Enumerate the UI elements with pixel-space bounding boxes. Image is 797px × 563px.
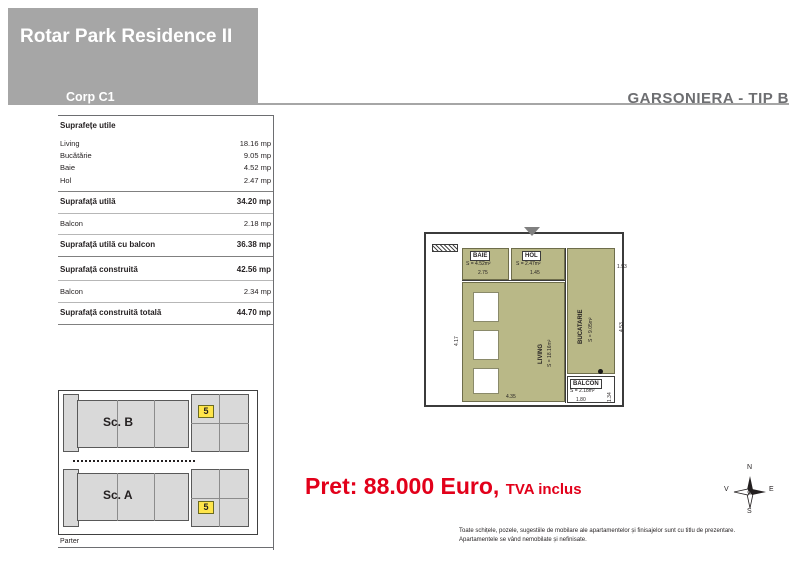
- total-value: 42.56 mp: [236, 264, 271, 274]
- room-area-living: S = 18.16m²: [547, 339, 553, 367]
- areas-section-title: Suprafețe utile: [60, 121, 116, 130]
- room-dim-living: 4.35: [506, 394, 516, 400]
- total-value: 2.18 mp: [243, 219, 271, 228]
- total-label: Suprafață construită totală: [60, 308, 162, 318]
- areas-divider: [58, 280, 273, 281]
- building-corp-label: Corp C1: [66, 90, 115, 104]
- plan-grid-line: [154, 400, 155, 448]
- total-label: Balcon: [60, 286, 83, 296]
- building-expansion-joint: [73, 460, 195, 462]
- stair-a-block: [77, 473, 189, 521]
- dim-left-living: 4.17: [454, 336, 460, 346]
- room-dim-hol: 1.45: [530, 270, 540, 276]
- building-key-plan: [58, 390, 273, 550]
- plan-grid-line: [154, 473, 155, 521]
- table-row: [58, 162, 273, 174]
- dim-balcon-depth: 1.34: [607, 392, 613, 402]
- apartment-floor-plan: [424, 232, 639, 414]
- plan-grid-line: [219, 394, 220, 452]
- areas-divider: [58, 256, 273, 257]
- total-value: 2.34 mp: [243, 286, 271, 296]
- table-row: [58, 196, 273, 209]
- plan-grid-line: [191, 423, 249, 424]
- table-row: [58, 307, 273, 320]
- table-row: [58, 174, 273, 186]
- disclaimer-line-1: Toate schițele, pozele, sugestiile de mobilare ale apartamentelor și finisajelor sunt cu titlu de prezentare.: [459, 528, 736, 534]
- plan-outer-walls: [424, 232, 627, 407]
- total-value: 36.38 mp: [236, 240, 271, 250]
- total-label: Suprafață utilă cu balcon: [60, 240, 156, 250]
- total-value: 44.70 mp: [236, 308, 271, 318]
- room-value: 18.16 mp: [239, 138, 271, 148]
- compass-north-label: N: [747, 464, 753, 471]
- furniture-block: [473, 368, 499, 394]
- apartment-type-label: GARSONIERA - TIP B: [627, 90, 789, 107]
- room-area-baie: S = 4.52m²: [466, 261, 491, 267]
- room-area-hol: S = 2.47m²: [516, 261, 541, 267]
- total-label: Suprafață utilă: [60, 197, 116, 206]
- table-row: [58, 239, 273, 252]
- building-outline: [58, 390, 258, 535]
- floor-level-label: Parter: [60, 538, 80, 545]
- compass-west-label: V: [724, 486, 729, 493]
- plan-grid-line: [191, 498, 249, 499]
- dim-right-mid: 4.53: [619, 322, 625, 332]
- table-row: [58, 137, 273, 149]
- room-label: Bucătărie: [60, 150, 92, 160]
- total-label: Suprafață construită: [60, 264, 138, 274]
- dim-right-top: 1.93: [617, 264, 627, 270]
- room-area-bucatarie: S = 9.05m²: [588, 317, 594, 342]
- room-value: 4.52 mp: [243, 163, 271, 173]
- unit-marker-bottom[interactable]: 5: [198, 501, 214, 514]
- price-label: [305, 473, 582, 500]
- furniture-block: [473, 330, 499, 360]
- header-block: [8, 8, 258, 105]
- total-label: Balcon: [60, 219, 83, 228]
- total-value: 34.20 mp: [236, 197, 271, 206]
- room-label-balcon: BALCON: [570, 379, 602, 389]
- table-row: [58, 149, 273, 161]
- room-dim-balcon: 1.80: [576, 397, 586, 403]
- disclaimer: [459, 527, 735, 545]
- interior-wall: [565, 248, 566, 403]
- room-label-baie: BAIE: [470, 251, 490, 261]
- areas-divider: [58, 213, 273, 214]
- table-row: [58, 285, 273, 297]
- areas-divider: [58, 302, 273, 303]
- column-divider: [273, 115, 274, 550]
- room-label-living: LIVING: [538, 343, 544, 364]
- stair-b-label: Sc. B: [103, 415, 134, 429]
- room-label: Baie: [60, 163, 76, 173]
- room-label: Hol: [60, 175, 72, 185]
- compass-east-label: E: [769, 486, 774, 493]
- price-tva-note: TVA inclus: [505, 481, 582, 498]
- plan-column-marker: [598, 369, 603, 374]
- stair-a-label: Sc. A: [103, 488, 133, 502]
- plan-hatch-block: [432, 244, 458, 252]
- room-value: 2.47 mp: [243, 175, 271, 185]
- plan-grid-line: [219, 469, 220, 527]
- compass-icon: [722, 464, 778, 520]
- table-row: [58, 218, 273, 230]
- unit-marker-top[interactable]: 5: [198, 405, 214, 418]
- room-label-bucatarie: BUCATARIE: [578, 309, 584, 344]
- areas-divider: [58, 234, 273, 235]
- disclaimer-line-2: Apartamentele se vând nemobilate și nefinisate.: [459, 537, 587, 543]
- areas-bottom-rule: [58, 324, 273, 325]
- interior-wall: [462, 280, 565, 281]
- areas-divider: [58, 191, 273, 192]
- room-bucatarie: [567, 248, 615, 374]
- room-label-hol: HOL: [522, 251, 541, 261]
- areas-table: [58, 115, 273, 329]
- room-area-balcon: S = 2.18m²: [570, 388, 595, 394]
- entrance-arrow-icon: [524, 227, 540, 236]
- room-dim-baie: 2.75: [478, 270, 488, 276]
- room-label: Living: [60, 138, 80, 148]
- compass-south-label: S: [747, 508, 752, 515]
- room-value: 9.05 mp: [243, 150, 271, 160]
- page-title: Rotar Park Residence II: [20, 26, 233, 47]
- furniture-block: [473, 292, 499, 322]
- building-baseline: [58, 547, 273, 548]
- price-amount: Pret: 88.000 Euro,: [305, 473, 500, 499]
- table-row: [58, 261, 273, 277]
